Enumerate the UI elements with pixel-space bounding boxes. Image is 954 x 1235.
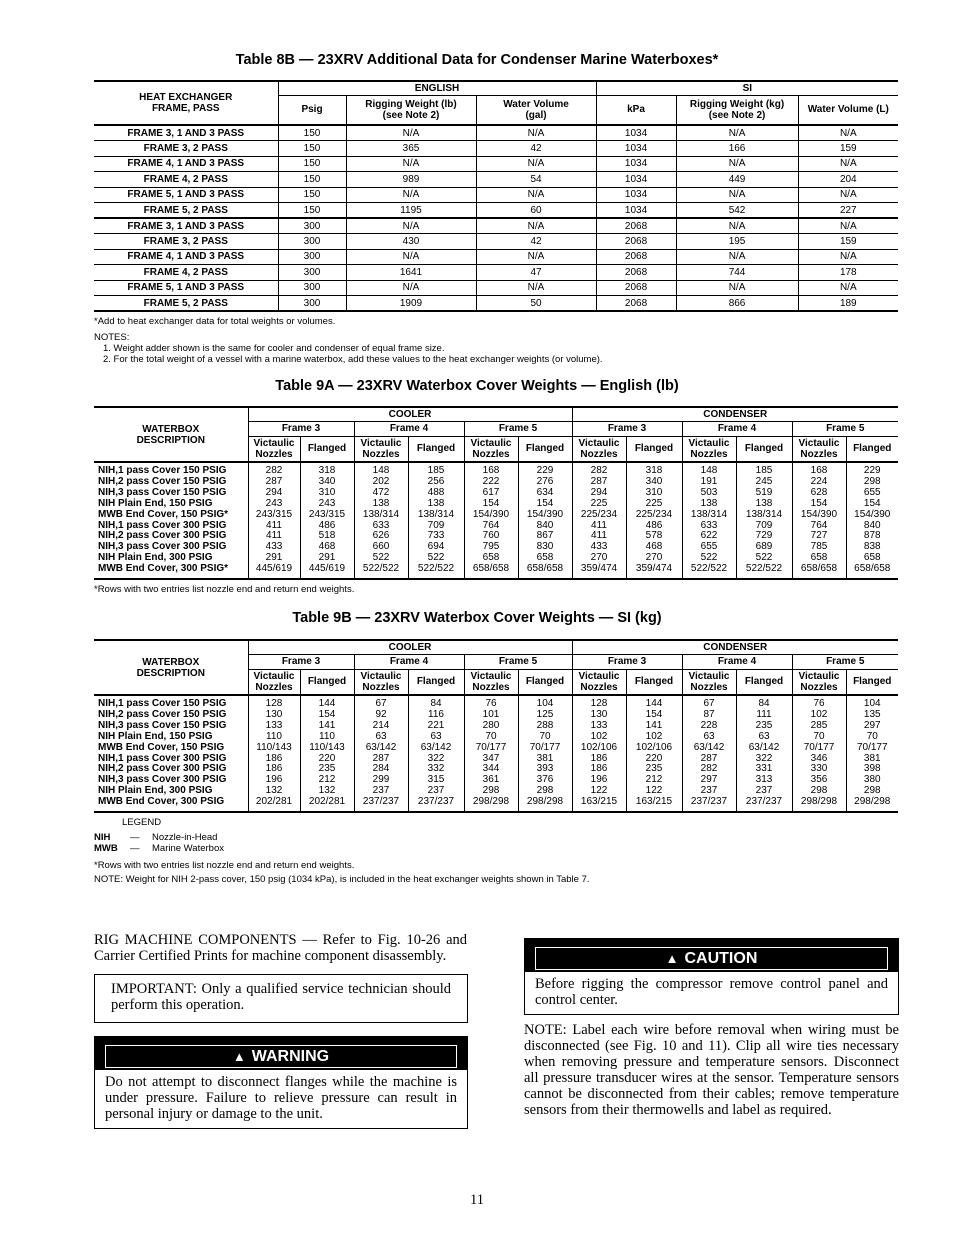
table-8b-note-2: 2. For the total weight of a vessel with a marine waterbox, add these values to the heat exchanger weights (or volume). [103, 354, 603, 365]
value-cell: N/A [476, 249, 596, 265]
value-cell: 365 [346, 141, 476, 157]
condenser-header: CONDENSER [572, 407, 898, 421]
warning-triangle-icon: ▲ [232, 1049, 246, 1064]
value-cell: 47 [476, 265, 596, 281]
value-cell: 300 [278, 296, 346, 312]
flanged-header: Flanged [408, 669, 464, 695]
victaulic-nozzles-header: Victaulic Nozzles [572, 436, 626, 462]
legend-title: LEGEND [122, 817, 162, 828]
frame-header: Frame 5 [792, 421, 898, 436]
important-text: IMPORTANT: Only a qualified service technician should perform this operation. [111, 981, 451, 1013]
important-box [94, 974, 468, 1023]
value-column: 318 340 310 243 243/315 486 518 468 291 445/619 [300, 462, 354, 579]
table-9b-title: Table 9B — 23XRV Waterbox Cover Weights — SI (kg) [292, 610, 662, 626]
value-cell: N/A [798, 218, 898, 234]
value-column: 84 111 235 63 63/142 322 331 313 237 237/237 [736, 695, 792, 812]
caution-label: CAUTION [684, 949, 758, 967]
value-cell: 150 [278, 172, 346, 188]
english-header: ENGLISH [278, 81, 596, 95]
frame-pass-cell: FRAME 5, 2 PASS [94, 203, 278, 219]
value-cell: 866 [676, 296, 798, 312]
caution-box [524, 938, 899, 1015]
value-column: 168 222 617 154 154/390 764 760 795 658 658/658 [464, 462, 518, 579]
waterbox-desc-header: WATERBOX DESCRIPTION [94, 640, 248, 695]
table-row [94, 234, 898, 250]
victaulic-nozzles-header: Victaulic Nozzles [792, 436, 846, 462]
value-cell: N/A [676, 249, 798, 265]
warning-box [94, 1036, 468, 1129]
value-column: 84 116 221 63 63/142 322 332 315 237 237/237 [408, 695, 464, 812]
value-cell: N/A [476, 156, 596, 172]
value-column: 282 287 294 225 225/234 411 411 433 270 359/474 [572, 462, 626, 579]
value-cell: 1195 [346, 203, 476, 219]
flanged-header: Flanged [736, 436, 792, 462]
value-cell: 1034 [596, 156, 676, 172]
value-cell: 166 [676, 141, 798, 157]
value-column: 76 102 285 70 70/177 346 330 356 298 298/298 [792, 695, 846, 812]
table-9a-footnote: *Rows with two entries list nozzle end and return end weights. [94, 584, 355, 595]
value-column: 229 298 655 154 154/390 840 878 838 658 658/658 [846, 462, 898, 579]
legend-text: Marine Waterbox [152, 843, 224, 854]
value-cell: N/A [476, 125, 596, 141]
cooler-header: COOLER [248, 640, 572, 654]
value-cell: 150 [278, 203, 346, 219]
value-column: 148 202 472 138 138/314 633 626 660 522 522/522 [354, 462, 408, 579]
value-column: 128 130 133 110 110/143 186 186 196 132 202/281 [248, 695, 300, 812]
victaulic-nozzles-header: Victaulic Nozzles [248, 669, 300, 695]
value-cell: 189 [798, 296, 898, 312]
wiring-note-text: NOTE: Label each wire before removal when wiring must be disconnected (see Fig. 10 and 11). Clip all wire ties necessary when removing pressure and temperature sensors. Disconnect all pressure transducer wires at the sensor. Temperature sensors cannot be disconnected from their cables; remove temperature sensors from their thermowells and label as required. [524, 1022, 899, 1118]
value-cell: 1909 [346, 296, 476, 312]
value-cell: 54 [476, 172, 596, 188]
value-cell: 50 [476, 296, 596, 312]
value-cell: N/A [346, 156, 476, 172]
caution-triangle-icon: ▲ [665, 951, 679, 966]
table-9a [94, 406, 898, 580]
legend-abbr: MWB [94, 843, 118, 854]
value-column: 144 154 141 102 102/106 220 235 212 122 163/215 [626, 695, 682, 812]
flanged-header: Flanged [518, 436, 572, 462]
table-8b [94, 80, 898, 312]
warning-label: WARNING [251, 1047, 330, 1065]
value-cell: 449 [676, 172, 798, 188]
frame-pass-cell: FRAME 3, 1 AND 3 PASS [94, 125, 278, 141]
value-cell: 1641 [346, 265, 476, 281]
value-cell: 1034 [596, 172, 676, 188]
legend-text: Nozzle-in-Head [152, 832, 218, 843]
value-cell: 744 [676, 265, 798, 281]
table-row [94, 172, 898, 188]
table-9a-title: Table 9A — 23XRV Waterbox Cover Weights — English (lb) [275, 378, 679, 394]
value-cell: 60 [476, 203, 596, 219]
victaulic-nozzles-header: Victaulic Nozzles [464, 436, 518, 462]
col-rig-kg: Rigging Weight (kg) (see Note 2) [676, 95, 798, 125]
flanged-header: Flanged [736, 669, 792, 695]
col-water-gal: Water Volume (gal) [476, 95, 596, 125]
value-cell: N/A [798, 249, 898, 265]
table-9b-footnote: *Rows with two entries list nozzle end and return end weights. [94, 860, 355, 871]
value-column: 185 245 519 138 138/314 709 729 689 522 522/522 [736, 462, 792, 579]
victaulic-nozzles-header: Victaulic Nozzles [572, 669, 626, 695]
frame-header: Frame 3 [248, 421, 354, 436]
victaulic-nozzles-header: Victaulic Nozzles [354, 436, 408, 462]
table-9b [94, 639, 898, 813]
value-cell: N/A [346, 125, 476, 141]
col-water-l: Water Volume (L) [798, 95, 898, 125]
value-cell: 300 [278, 280, 346, 296]
value-cell: 300 [278, 265, 346, 281]
flanged-header: Flanged [626, 436, 682, 462]
frame-pass-cell: FRAME 4, 2 PASS [94, 265, 278, 281]
value-column: 318 340 310 225 225/234 486 578 468 270 359/474 [626, 462, 682, 579]
caution-text: Before rigging the compressor remove control panel and control center. [535, 976, 888, 1008]
value-cell: 1034 [596, 203, 676, 219]
frame-pass-cell: FRAME 4, 1 AND 3 PASS [94, 249, 278, 265]
table-8b-note-1: 1. Weight adder shown is the same for cooler and condenser of equal frame size. [103, 343, 445, 354]
value-cell: 2068 [596, 234, 676, 250]
value-column: 76 101 280 70 70/177 347 344 361 298 298/298 [464, 695, 518, 812]
value-cell: N/A [346, 249, 476, 265]
value-cell: N/A [676, 156, 798, 172]
value-column: 104 135 297 70 70/177 381 398 380 298 298/298 [846, 695, 898, 812]
rig-machine-text: RIG MACHINE COMPONENTS — Refer to Fig. 10-26 and Carrier Certified Prints for machine component disassembly. [94, 932, 467, 964]
victaulic-nozzles-header: Victaulic Nozzles [248, 436, 300, 462]
table-8b-footnote: *Add to heat exchanger data for total weights or volumes. [94, 316, 336, 327]
value-cell: 42 [476, 234, 596, 250]
frame-pass-cell: FRAME 4, 2 PASS [94, 172, 278, 188]
value-cell: 2068 [596, 249, 676, 265]
value-cell: N/A [676, 187, 798, 203]
value-cell: 150 [278, 156, 346, 172]
col-rig-lb: Rigging Weight (lb) (see Note 2) [346, 95, 476, 125]
value-cell: N/A [798, 187, 898, 203]
table-row [94, 203, 898, 219]
value-cell: N/A [476, 280, 596, 296]
flanged-header: Flanged [626, 669, 682, 695]
frame-pass-cell: FRAME 5, 1 AND 3 PASS [94, 280, 278, 296]
value-cell: N/A [346, 187, 476, 203]
col-kpa: kPa [596, 95, 676, 125]
value-cell: 2068 [596, 218, 676, 234]
legend-abbr: NIH [94, 832, 111, 843]
value-column: 67 87 228 63 63/142 287 282 297 237 237/237 [682, 695, 736, 812]
value-cell: 204 [798, 172, 898, 188]
flanged-header: Flanged [300, 669, 354, 695]
value-cell: 1034 [596, 125, 676, 141]
frame-pass-cell: FRAME 5, 2 PASS [94, 296, 278, 312]
frame-header: Frame 4 [354, 654, 464, 669]
victaulic-nozzles-header: Victaulic Nozzles [354, 669, 408, 695]
value-cell: N/A [798, 280, 898, 296]
table-row [94, 218, 898, 234]
table-8b-title: Table 8B — 23XRV Additional Data for Condenser Marine Waterboxes* [235, 52, 719, 68]
value-column: 168 224 628 154 154/390 764 727 785 658 658/658 [792, 462, 846, 579]
value-cell: 542 [676, 203, 798, 219]
value-cell: 300 [278, 234, 346, 250]
table-row [94, 249, 898, 265]
table-row [94, 296, 898, 312]
value-column: 282 287 294 243 243/315 411 411 433 291 445/619 [248, 462, 300, 579]
value-cell: N/A [346, 218, 476, 234]
value-cell: 159 [798, 234, 898, 250]
value-column: 67 92 214 63 63/142 287 284 299 237 237/237 [354, 695, 408, 812]
frame-header: Frame 3 [572, 654, 682, 669]
victaulic-nozzles-header: Victaulic Nozzles [682, 669, 736, 695]
value-cell: 178 [798, 265, 898, 281]
frame-header: Frame 3 [248, 654, 354, 669]
value-cell: 300 [278, 249, 346, 265]
frame-pass-cell: FRAME 4, 1 AND 3 PASS [94, 156, 278, 172]
legend-dash: — [130, 843, 140, 854]
row-labels: NIH,1 pass Cover 150 PSIG NIH,2 pass Cover 150 PSIG NIH,3 pass Cover 150 PSIG NIH Plain End, 150 PSIG MWB End Cover, 150 PSIG NIH,1 pass Cover 300 PSIG NIH,2 pass Cover 300 PSIG NIH,3 pass Cover 300 PSIG NIH Plain End, 300 PSIG MWB End Cover, 300 PSIG [94, 695, 248, 812]
value-column: 229 276 634 154 154/390 840 867 830 658 658/658 [518, 462, 572, 579]
flanged-header: Flanged [300, 436, 354, 462]
value-cell: N/A [346, 280, 476, 296]
row-labels: NIH,1 pass Cover 150 PSIG NIH,2 pass Cover 150 PSIG NIH,3 pass Cover 150 PSIG NIH Plain End, 150 PSIG MWB End Cover, 150 PSIG* NIH,1 pass Cover 300 PSIG NIH,2 pass Cover 300 PSIG NIH,3 pass Cover 300 PSIG NIH Plain End, 300 PSIG MWB End Cover, 300 PSIG* [94, 462, 248, 579]
value-cell: N/A [676, 125, 798, 141]
flanged-header: Flanged [408, 436, 464, 462]
value-cell: 42 [476, 141, 596, 157]
victaulic-nozzles-header: Victaulic Nozzles [792, 669, 846, 695]
value-cell: 989 [346, 172, 476, 188]
frame-header: Frame 4 [682, 654, 792, 669]
value-column: 128 130 133 102 102/106 186 186 196 122 163/215 [572, 695, 626, 812]
value-cell: 2068 [596, 296, 676, 312]
value-cell: 2068 [596, 280, 676, 296]
victaulic-nozzles-header: Victaulic Nozzles [682, 436, 736, 462]
page-number: 11 [470, 1192, 484, 1208]
value-cell: 430 [346, 234, 476, 250]
condenser-header: CONDENSER [572, 640, 898, 654]
frame-pass-cell: FRAME 5, 1 AND 3 PASS [94, 187, 278, 203]
value-cell: 1034 [596, 187, 676, 203]
frame-header: Frame 3 [572, 421, 682, 436]
table-row [94, 187, 898, 203]
value-cell: N/A [798, 156, 898, 172]
frame-pass-cell: FRAME 3, 2 PASS [94, 141, 278, 157]
value-cell: N/A [676, 280, 798, 296]
waterbox-desc-header: WATERBOX DESCRIPTION [94, 407, 248, 462]
value-cell: 159 [798, 141, 898, 157]
value-cell: 150 [278, 187, 346, 203]
flanged-header: Flanged [518, 669, 572, 695]
table-row [94, 125, 898, 141]
col-psig: Psig [278, 95, 346, 125]
frame-header: Frame 4 [682, 421, 792, 436]
hx-header: HEAT EXCHANGER FRAME, PASS [94, 81, 278, 125]
si-header: SI [596, 81, 898, 95]
flanged-header: Flanged [846, 436, 898, 462]
table-9b-note: NOTE: Weight for NIH 2-pass cover, 150 psig (1034 kPa), is included in the heat exchanger weights shown in Table 7. [94, 874, 590, 885]
table-8b-notes-label: NOTES: [94, 332, 130, 343]
value-column: 144 154 141 110 110/143 220 235 212 132 202/281 [300, 695, 354, 812]
value-cell: 227 [798, 203, 898, 219]
caution-bar [535, 947, 888, 970]
frame-header: Frame 5 [792, 654, 898, 669]
value-column: 185 256 488 138 138/314 709 733 694 522 522/522 [408, 462, 464, 579]
value-cell: N/A [676, 218, 798, 234]
warning-bar [105, 1045, 457, 1068]
frame-header: Frame 5 [464, 654, 572, 669]
value-cell: N/A [476, 218, 596, 234]
table-row [94, 280, 898, 296]
value-column: 148 191 503 138 138/314 633 622 655 522 522/522 [682, 462, 736, 579]
frame-header: Frame 4 [354, 421, 464, 436]
value-cell: 195 [676, 234, 798, 250]
table-row [94, 265, 898, 281]
flanged-header: Flanged [846, 669, 898, 695]
cooler-header: COOLER [248, 407, 572, 421]
legend-dash: — [130, 832, 140, 843]
value-cell: 150 [278, 125, 346, 141]
victaulic-nozzles-header: Victaulic Nozzles [464, 669, 518, 695]
value-cell: 300 [278, 218, 346, 234]
value-cell: 150 [278, 141, 346, 157]
table-row [94, 156, 898, 172]
frame-header: Frame 5 [464, 421, 572, 436]
legend-mwb [94, 843, 394, 855]
value-column: 104 125 288 70 70/177 381 393 376 298 298/298 [518, 695, 572, 812]
warning-text: Do not attempt to disconnect flanges while the machine is under pressure. Failure to relieve pressure can result in personal injury or damage to the unit. [105, 1074, 457, 1122]
value-cell: N/A [476, 187, 596, 203]
table-row [94, 141, 898, 157]
frame-pass-cell: FRAME 3, 1 AND 3 PASS [94, 218, 278, 234]
value-cell: 2068 [596, 265, 676, 281]
value-cell: 1034 [596, 141, 676, 157]
frame-pass-cell: FRAME 3, 2 PASS [94, 234, 278, 250]
value-cell: N/A [798, 125, 898, 141]
